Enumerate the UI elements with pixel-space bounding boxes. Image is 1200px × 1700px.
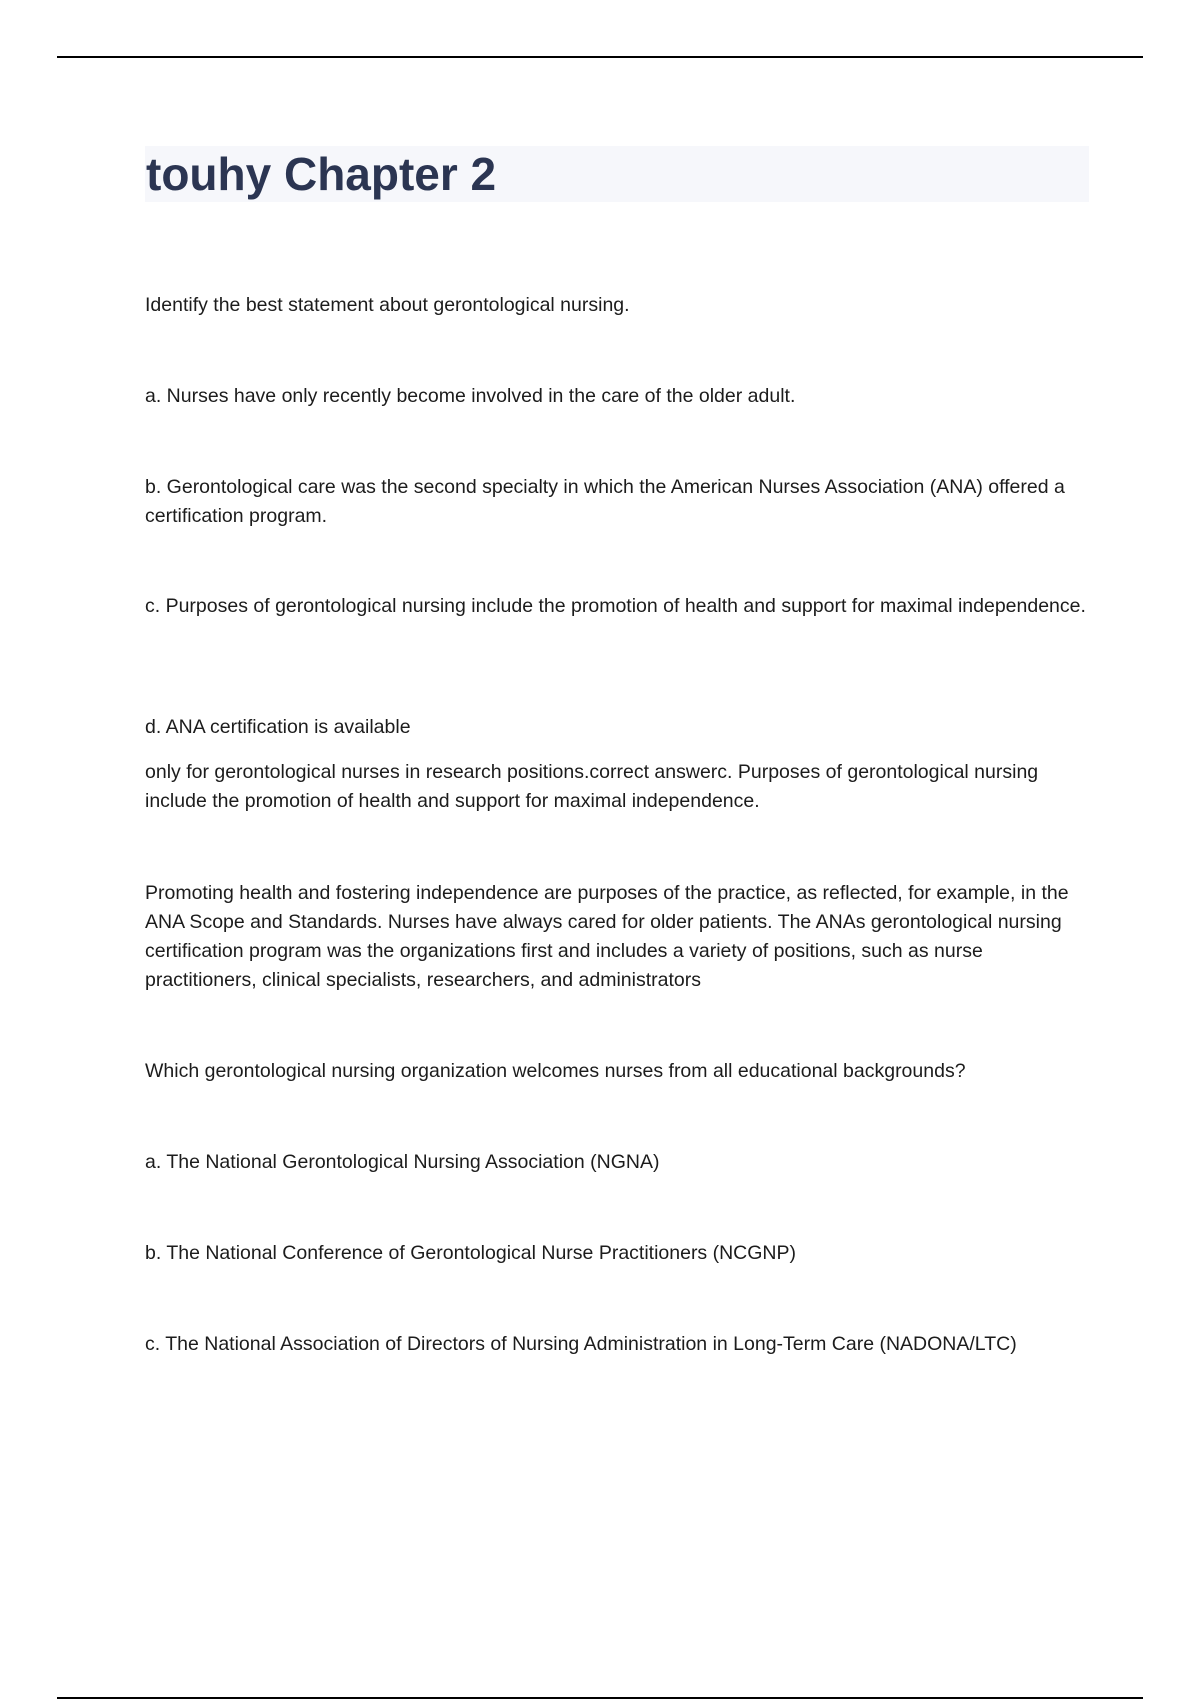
question-2-option-b: b. The National Conference of Gerontological Nurse Practitioners (NCGNP) <box>145 1242 797 1264</box>
question-1-answer: only for gerontological nurses in research positions.correct answerc. Purposes of gerontological nursing include the promotion of health and support for maximal independence. <box>145 761 1039 812</box>
question-1-option-a: a. Nurses have only recently become involved in the care of the older adult. <box>145 385 796 407</box>
question-1-stem: Identify the best statement about gerontological nursing. <box>145 294 630 316</box>
top-rule <box>57 56 1143 58</box>
question-1-rationale: Promoting health and fostering independence are purposes of the practice, as reflected, for example, in the ANA Scope and Standards. Nurses have always cared for older patients. The ANAs gerontological nursing certification program was the organizations first and includes a variety of positions, such as nurse practitioners, clinical specialists, researchers, and administrators <box>145 882 1069 991</box>
question-2-option-a: a. The National Gerontological Nursing Association (NGNA) <box>145 1151 660 1173</box>
question-1-option-c: c. Purposes of gerontological nursing include the promotion of health and support for maximal independence. <box>145 595 1086 617</box>
question-1-option-d: d. ANA certification is available <box>145 716 411 738</box>
question-1-option-b: b. Gerontological care was the second specialty in which the American Nurses Association (ANA) offered a certification program. <box>145 476 1065 527</box>
question-2-stem: Which gerontological nursing organization welcomes nurses from all educational backgrounds? <box>145 1060 966 1082</box>
question-2-option-c: c. The National Association of Directors of Nursing Administration in Long-Term Care (NADONA/LTC) <box>145 1333 1017 1355</box>
document-title: touhy Chapter 2 <box>146 148 497 200</box>
bottom-rule <box>57 1697 1143 1699</box>
